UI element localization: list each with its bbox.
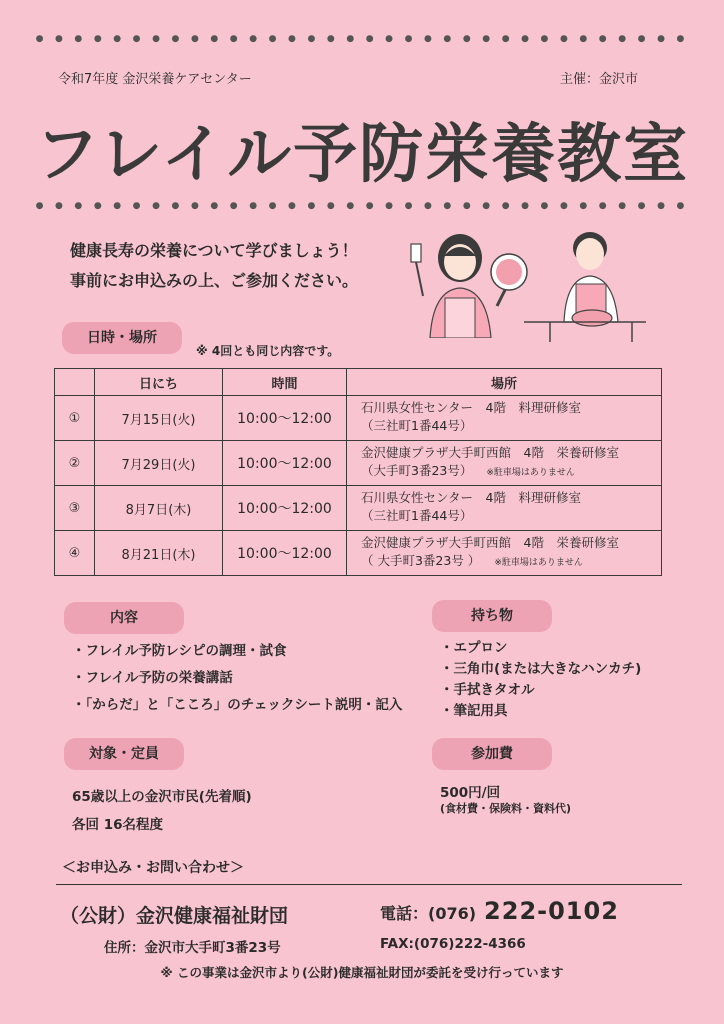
place-name: 金沢健康プラザ大手町西館 4階 栄養研修室 [361,535,619,550]
utensil-icon: ● [152,34,160,44]
list-item: ・フレイル予防の栄養講話 [72,670,233,686]
intro-line-2: 事前にお申込みの上、ご参加ください。 [70,271,359,290]
row-number: ① [55,396,95,441]
header-time: 時間 [223,369,347,396]
schedule-note: ※ 4回とも同じ内容です。 [196,344,340,358]
table-row [55,486,662,531]
place-address: （大手町3番23号） [361,463,473,478]
row-place [347,441,662,486]
fee-detail: (食材費・保険料・資料代) [440,802,572,815]
parking-note: ※駐車場はありません [494,558,583,568]
utensil-icon: ● [35,201,44,211]
utensil-icon: ● [307,34,316,44]
utensil-icon: ● [210,201,219,211]
utensil-icon: ● [288,34,296,44]
utensil-icon: ● [346,201,355,211]
sponsor: 主催：金沢市 [560,72,639,87]
utensil-border-top [30,26,690,52]
utensil-icon: ● [501,201,510,211]
row-date: 7月29日(火) [95,441,223,486]
phone-number: 222-0102 [484,897,619,925]
utensil-icon: ● [598,201,607,211]
utensil-icon: ● [443,201,452,211]
utensil-icon: ● [385,201,394,211]
utensil-icon: ● [618,201,627,211]
utensil-icon: ● [346,34,355,44]
utensil-icon: ● [93,34,102,44]
utensil-icon: ● [171,34,180,44]
utensil-icon: ● [424,201,432,211]
utensil-icon: ● [132,201,141,211]
row-date: 7月15日(火) [95,396,223,441]
utensil-icon: ● [404,34,413,44]
utensil-icon: ● [326,34,335,44]
row-time: 10:00～12:00 [223,396,347,441]
place-name: 石川県女性センター 4階 料理研修室 [361,490,581,505]
utensil-icon: ● [482,34,491,44]
place-address: （ 大手町3番23号 ） [361,553,481,568]
bring-section-label: 持ち物 [432,600,552,632]
utensil-icon: ● [540,201,549,211]
utensil-icon: ● [268,201,277,211]
utensil-icon: ● [365,201,374,211]
utensil-icon: ● [307,201,316,211]
contact-heading: ＜お申込み・お問い合わせ＞ [62,860,244,876]
utensil-icon: ● [326,201,335,211]
intro-line-1: 健康長寿の栄養について学びましょう！ [70,241,358,260]
fee-section-label: 参加費 [432,738,552,770]
place-name: 石川県女性センター 4階 料理研修室 [361,400,581,415]
utensil-icon: ● [540,34,549,44]
row-number: ④ [55,531,95,576]
utensil-icon: ● [229,201,238,211]
list-item: ・手拭きタオル [440,682,535,698]
utensil-icon: ● [365,34,374,44]
row-number: ② [55,441,95,486]
utensil-icon: ● [152,201,160,211]
phone-label: 電話： [380,904,429,923]
utensil-icon: ● [93,201,102,211]
contact-fax: FAX:(076)222-4366 [380,936,526,952]
schedule-section-label: 日時・場所 [62,322,182,354]
utensil-icon: ● [462,34,471,44]
utensil-icon: ● [404,201,413,211]
utensil-icon: ● [268,34,277,44]
row-place [347,531,662,576]
place-name: 金沢健康プラザ大手町西館 4階 栄養研修室 [361,445,619,460]
utensil-icon: ● [482,201,491,211]
row-number: ③ [55,486,95,531]
utensil-icon: ● [521,34,529,44]
utensil-icon: ● [74,34,83,44]
row-time: 10:00～12:00 [223,486,347,531]
utensil-icon: ● [54,201,63,211]
row-place [347,396,662,441]
utensil-icon: ● [618,34,627,44]
utensil-icon: ● [190,201,199,211]
target-eligibility: 65歳以上の金沢市民(先着順) [72,789,252,805]
phone-area: (076) [428,904,477,923]
contact-phone [380,897,619,925]
utensil-icon: ● [521,201,529,211]
utensil-icon: ● [229,34,238,44]
utensil-icon: ● [579,201,588,211]
header-place: 場所 [347,369,662,396]
schedule-table [54,368,662,576]
utensil-icon: ● [637,34,646,44]
list-item: ・筆記用具 [440,703,508,719]
list-item: ・「からだ」と「こころ」のチェックシート説明・記入 [72,697,403,713]
row-place [347,486,662,531]
utensil-icon: ● [424,34,432,44]
utensil-icon: ● [132,34,141,44]
schedule-header-row [55,369,662,396]
utensil-icon: ● [74,201,83,211]
commission-footnote: ※ この事業は金沢市より(公財)健康福祉財団が委託を受け行っています [160,965,564,980]
utensil-icon: ● [54,34,63,44]
page-title: フレイル予防栄養教室 [34,118,690,192]
target-capacity: 各回 16名程度 [72,817,163,833]
utensil-icon: ● [559,201,568,211]
utensil-icon: ● [462,201,471,211]
header-date: 日にち [95,369,223,396]
row-date: 8月21日(木) [95,531,223,576]
utensil-icon: ● [501,34,510,44]
place-address: （三社町1番44号） [361,418,473,433]
bring-list [440,638,641,722]
target-section-label: 対象・定員 [64,738,184,770]
table-row [55,441,662,486]
row-time: 10:00～12:00 [223,531,347,576]
contact-org: （公財）金沢健康福祉財団 [60,905,289,927]
utensil-icon: ● [385,34,394,44]
table-row [55,396,662,441]
contact-address: 住所：金沢市大手町3番23号 [104,940,281,956]
utensil-icon: ● [598,34,607,44]
contact-divider [56,884,682,885]
fee-amount: 500円/回 [440,785,501,801]
utensil-icon: ● [676,34,685,44]
utensil-icon: ● [35,34,44,44]
utensil-icon: ● [190,34,199,44]
utensil-icon: ● [288,201,296,211]
utensil-border-middle [30,193,690,219]
utensil-icon: ● [559,34,568,44]
row-time: 10:00～12:00 [223,441,347,486]
list-item: ・三角巾(または大きなハンカチ) [440,661,642,677]
list-item: ・エプロン [440,640,508,656]
content-list [72,640,402,716]
row-date: 8月7日(木) [95,486,223,531]
man-cooking-illustration [520,222,650,348]
woman-cooking-illustration [405,226,535,338]
header-no [55,369,95,396]
utensil-icon: ● [249,34,258,44]
utensil-icon: ● [443,34,452,44]
table-row [55,531,662,576]
list-item: ・フレイル予防レシピの調理・試食 [72,643,287,659]
place-address: （三社町1番44号） [361,508,473,523]
utensil-icon: ● [657,34,665,44]
utensil-icon: ● [171,201,180,211]
utensil-icon: ● [113,34,122,44]
content-section-label: 内容 [64,602,184,634]
parking-note: ※駐車場はありません [486,468,575,478]
utensil-icon: ● [657,201,665,211]
utensil-icon: ● [579,34,588,44]
utensil-icon: ● [249,201,258,211]
utensil-icon: ● [637,201,646,211]
utensil-icon: ● [113,201,122,211]
fiscal-year-org: 令和7年度 金沢栄養ケアセンター [58,72,252,87]
utensil-icon: ● [676,201,685,211]
utensil-icon: ● [210,34,219,44]
